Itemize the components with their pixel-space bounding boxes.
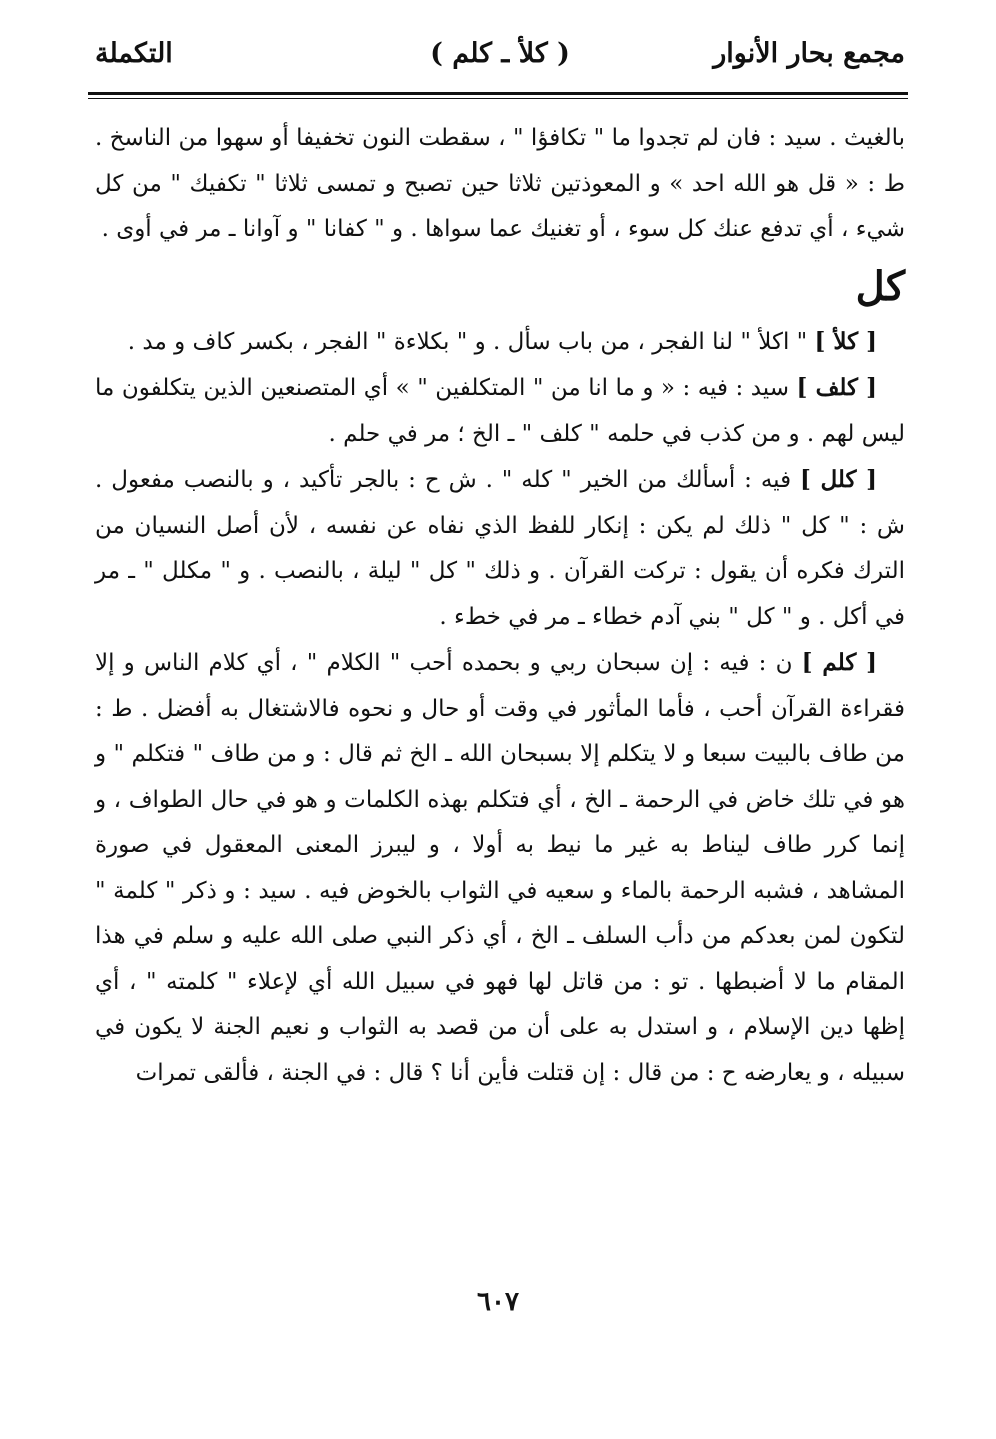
- entry-text: " اكلأ " لنا الفجر ، من باب سأل . و " بكلاءة " الفجر ، بكسر كاف و مد .: [127, 328, 808, 355]
- entry-kalaf: [95, 365, 905, 457]
- header-section-label: التكملة: [95, 38, 173, 69]
- page-body: [95, 116, 905, 1096]
- entry-head: [ كلف ]: [796, 374, 878, 401]
- running-header: [95, 38, 905, 88]
- entry-kala: [95, 319, 905, 366]
- entry-text: ن : فيه : إن سبحان ربي و بحمده أحب " الكلام " ، أي كلام الناس و إلا فقراءة القرآن أحب ، فأما المأثور في وقت أو حال و نحوه فالاشتغال به أفضل . ط : من طاف بالبيت سبعا و لا يتكلم إلا بسبحان الله ـ الخ ثم قال : و من طاف " فتكلم " و هو في تلك خاض في الرحمة ـ الخ ، أي فتكلم بهذه الكلمات و هو في حال الطواف ، و إنما كرر طاف ليناط به غير ما نيط به أولا ، و ليبرز المعنى المعقول في صورة المشاهد ، فشبه الرحمة بالماء و سعيه في الثواب بالخوض فيه . سيد : و ذكر " كلمة " لتكون لمن بعدكم من دأب السلف ـ الخ ، أي ذكر النبي صلى الله عليه و سلم في هذا المقام ما لا أضبطها . تو : من قاتل لها فهو في سبيل الله أي لإعلاء " كلمته " ، أي إظها دين الإسلام ، و استدل به على أن من قصد به الثواب و نعيم الجنة لا يكون في سبيله ، و يعارضه ح : من قال : إن قتلت فأين أنا ؟ قال : في الجنة ، فألقى تمرات: [95, 650, 905, 1086]
- entry-head: [ كلل ]: [800, 466, 877, 493]
- header-rule-thin: [88, 98, 908, 99]
- entry-kalam: [95, 640, 905, 1096]
- entry-head: [ كلأ ]: [814, 327, 877, 355]
- intro-paragraph: بالغيث . سيد : فان لم تجدوا ما " تكافؤا " ، سقطت النون تخفيفا أو سهوا من الناسخ . ط : « قل هو الله احد » و المعوذتين ثلاثا حين تصبح و تمسى ثلاثا " تكفيك " من كل شيء ، أي تدفع عنك كل سوء ، أو تغنيك عما سواها . و " كفانا " و آوانا ـ مر في أوى .: [95, 125, 905, 242]
- entry-head: [ كلم ]: [801, 649, 878, 676]
- entry-text: فيه : أسألك من الخير " كله " . ش ح : بالجر تأكيد ، و بالنصب مفعول . ش : " كل " ذلك لم يكن : إنكار للفظ الذي نفاه عن نفسه ، لأن أصل النسيان من الترك فكره أن يقول : تركت القرآن . و ذلك " كل " ليلة ، بالنصب . و " مكلل " ـ مر في أكل . و " كل " بني آدم خطاء ـ مر في خطء .: [95, 467, 905, 630]
- entry-kalal: [95, 457, 905, 640]
- page-number: ٦٠٧: [477, 1287, 519, 1317]
- header-rule-thick: [88, 92, 908, 95]
- entry-text: سيد : فيه : « و ما انا من " المتكلفين " » أي المتصنعين الذين يتكلفون ما ليس لهم . و من كذب في حلمه " كلف " ـ الخ ؛ مر في حلم .: [95, 375, 905, 447]
- header-entry-range: ( كلأ ـ كلم ): [430, 38, 570, 69]
- section-heading: كل: [855, 262, 905, 310]
- header-book-title: مجمع بحار الأنوار: [713, 38, 905, 69]
